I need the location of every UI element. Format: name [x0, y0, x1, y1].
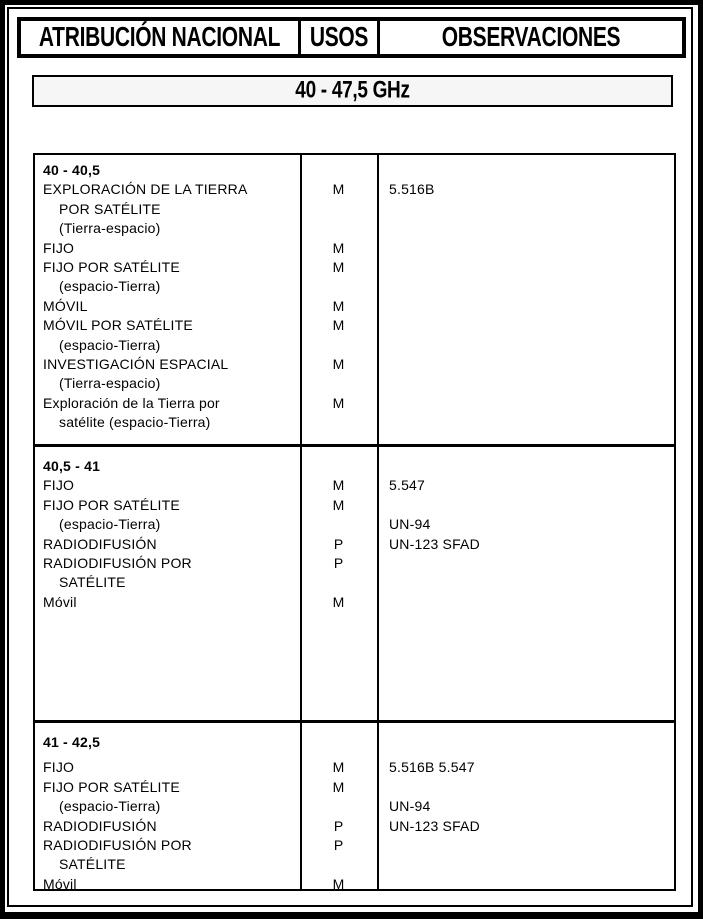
column-divider: [300, 155, 302, 444]
service-label: FIJO POR SATÉLITE: [43, 496, 180, 513]
uso-value: [300, 336, 377, 355]
table-line: [35, 836, 674, 855]
table-header-row: [17, 17, 686, 58]
service-label: Exploración de la Tierra por: [43, 394, 220, 411]
service-indent-label: SATÉLITE: [59, 574, 126, 591]
service-indent-label: (Tierra-espacio): [59, 375, 161, 392]
column-divider: [300, 447, 302, 720]
service-label: MÓVIL: [43, 297, 88, 314]
header-atribucion-label: ATRIBUCIÓN NACIONAL: [38, 21, 281, 52]
table-line: [35, 515, 674, 534]
band-title-box: [32, 75, 673, 107]
table-line: [35, 355, 674, 374]
band-line: [35, 161, 674, 180]
uso-value: P: [333, 535, 344, 552]
uso-value: [300, 797, 377, 816]
table-line: [35, 496, 674, 515]
service-label: Móvil: [43, 593, 77, 610]
obs-value: [377, 394, 674, 413]
obs-value: 5.516B 5.547: [389, 759, 475, 776]
uso-value: M: [332, 759, 345, 776]
obs-value: 5.547: [389, 477, 426, 494]
table-line: [35, 180, 674, 199]
table-line: [35, 258, 674, 277]
obs-value: 5.516B: [389, 181, 435, 198]
uso-value: M: [332, 355, 345, 372]
band-row-40-40-5: [35, 155, 674, 444]
table-line: [35, 413, 674, 432]
table-line: [35, 797, 674, 816]
uso-value: M: [332, 181, 345, 198]
uso-value: M: [332, 778, 345, 795]
table-line: [35, 316, 674, 335]
obs-value: [377, 855, 674, 874]
obs-value: [377, 219, 674, 238]
uso-value: M: [332, 875, 345, 889]
header-usos-label: USOS: [309, 21, 369, 52]
table-line: [35, 374, 674, 393]
service-label: Móvil: [43, 875, 77, 889]
band-line: [35, 733, 674, 752]
table-line: [35, 554, 674, 573]
service-label: FIJO: [43, 239, 75, 256]
band-range-label: 40 - 40,5: [43, 162, 101, 178]
band-range-label: 40,5 - 41: [43, 458, 101, 474]
service-indent-label: (espacio-Tierra): [59, 278, 161, 295]
obs-value: [377, 496, 674, 515]
obs-value: [377, 836, 674, 855]
service-label: EXPLORACIÓN DE LA TIERRA: [43, 181, 248, 198]
table-line: [35, 277, 674, 296]
obs-value: [377, 593, 674, 612]
obs-value: [377, 336, 674, 355]
column-divider: [300, 723, 302, 889]
band-line: [35, 457, 674, 476]
service-label: RADIODIFUSIÓN: [43, 535, 157, 552]
service-label: INVESTIGACIÓN ESPACIAL: [43, 355, 229, 372]
obs-value: [377, 413, 674, 432]
obs-value: UN-123 SFAD: [389, 535, 480, 552]
table-line: [35, 219, 674, 238]
uso-value: [300, 374, 377, 393]
service-indent-label: (espacio-Tierra): [59, 336, 161, 353]
table-line: [35, 758, 674, 777]
header-usos: [298, 21, 380, 54]
service-indent-label: (Tierra-espacio): [59, 220, 161, 237]
table-line: [35, 336, 674, 355]
obs-value: [377, 316, 674, 335]
service-indent-label: SATÉLITE: [59, 856, 126, 873]
table-line: [35, 297, 674, 316]
band-row-41-42-5: [35, 720, 674, 889]
service-label: RADIODIFUSIÓN: [43, 817, 157, 834]
service-label: FIJO: [43, 759, 75, 776]
header-atribucion-nacional: [21, 21, 298, 54]
table-line: [35, 394, 674, 413]
uso-value: M: [332, 297, 345, 314]
table-line: [35, 535, 674, 554]
uso-value: M: [332, 477, 345, 494]
service-indent-label: satélite (espacio-Tierra): [59, 414, 211, 431]
obs-value: [377, 297, 674, 316]
column-divider: [377, 155, 379, 444]
uso-value: [300, 413, 377, 432]
table-line: [35, 239, 674, 258]
obs-value: UN-123 SFAD: [389, 817, 480, 834]
service-label: FIJO POR SATÉLITE: [43, 258, 180, 275]
band-range-label: 41 - 42,5: [43, 734, 101, 750]
obs-value: UN-94: [389, 798, 431, 815]
table-line: [35, 875, 674, 889]
service-label: MÓVIL POR SATÉLITE: [43, 317, 193, 334]
frequency-allocation-table: [33, 153, 676, 891]
obs-value: UN-94: [389, 516, 431, 533]
service-indent-label: (espacio-Tierra): [59, 798, 161, 815]
uso-value: M: [332, 496, 345, 513]
service-label: RADIODIFUSIÓN POR: [43, 836, 192, 853]
uso-value: M: [332, 317, 345, 334]
service-label: FIJO POR SATÉLITE: [43, 778, 180, 795]
header-observaciones: [380, 21, 682, 54]
column-divider: [377, 723, 379, 889]
uso-value: P: [333, 554, 344, 571]
uso-value: P: [333, 817, 344, 834]
obs-value: [377, 258, 674, 277]
service-indent-label: (espacio-Tierra): [59, 516, 161, 533]
table-line: [35, 573, 674, 592]
obs-value: [377, 573, 674, 592]
table-line: [35, 778, 674, 797]
column-divider: [377, 447, 379, 720]
obs-value: [377, 374, 674, 393]
band-row-40-5-41: [35, 444, 674, 720]
uso-value: M: [332, 593, 345, 610]
obs-value: [377, 875, 674, 889]
service-indent-label: POR SATÉLITE: [59, 200, 161, 217]
uso-value: M: [332, 394, 345, 411]
table-line: [35, 476, 674, 495]
service-label: RADIODIFUSIÓN POR: [43, 554, 192, 571]
uso-value: [300, 855, 377, 874]
table-line: [35, 593, 674, 612]
obs-value: [377, 355, 674, 374]
table-line: [35, 855, 674, 874]
header-observaciones-label: OBSERVACIONES: [441, 21, 621, 52]
uso-value: P: [333, 836, 344, 853]
band-title: 40 - 47,5 GHz: [295, 77, 410, 104]
uso-value: [300, 219, 377, 238]
table-line: [35, 200, 674, 219]
obs-value: [377, 277, 674, 296]
uso-value: M: [332, 239, 345, 256]
obs-value: [377, 554, 674, 573]
uso-value: [300, 200, 377, 219]
obs-value: [377, 778, 674, 797]
uso-value: [300, 277, 377, 296]
uso-value: [300, 515, 377, 534]
obs-value: [377, 239, 674, 258]
service-label: FIJO: [43, 477, 75, 494]
uso-value: M: [332, 258, 345, 275]
uso-value: [300, 573, 377, 592]
obs-value: [377, 200, 674, 219]
table-line: [35, 817, 674, 836]
